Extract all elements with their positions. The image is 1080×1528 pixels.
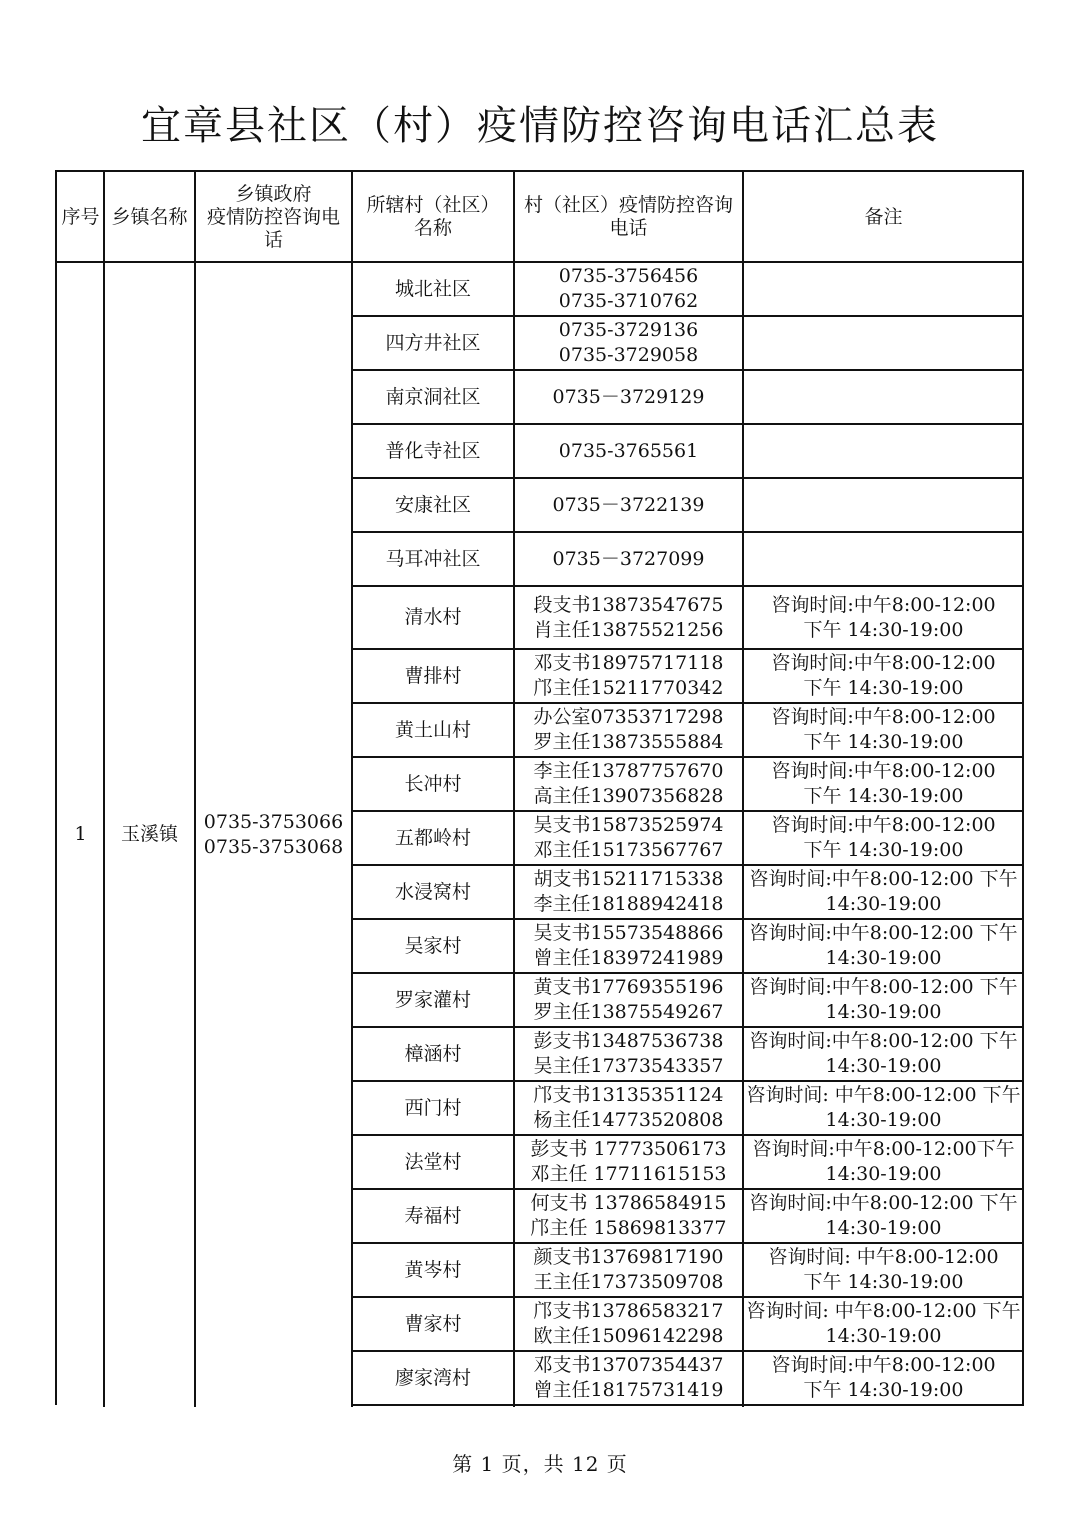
group-town-phone: 0735-3753066 0735-3753068 [203, 810, 344, 858]
village-name: 马耳冲社区 [385, 547, 481, 570]
grid-line [352, 1242, 1024, 1244]
grid-line [352, 648, 1024, 650]
village-name: 黄土山村 [394, 718, 471, 741]
page-title: 宜章县社区（村）疫情防控咨询电话汇总表 [141, 103, 939, 149]
village-name: 南京洞社区 [385, 385, 481, 408]
grid-line [352, 918, 1024, 920]
village-phone: 邝支书13135351124 杨主任14773520808 [533, 1084, 724, 1131]
village-name: 樟涵村 [404, 1042, 462, 1065]
header-village-phone: 村（社区）疫情防控咨询 电话 [523, 194, 733, 239]
village-phone: 颜支书13769817190 王主任17373509708 [533, 1246, 724, 1293]
village-name: 罗家灌村 [394, 988, 471, 1011]
village-phone: 0735－3727099 [552, 547, 705, 570]
grid-line [352, 864, 1024, 866]
village-name: 清水村 [404, 606, 462, 628]
grid-line [352, 1296, 1024, 1298]
village-note: 咨询时间:中午8:00-12:00 下午 14:30-19:00 [771, 814, 996, 861]
village-phone: 0735－3729129 [552, 385, 705, 408]
grid-line [352, 1350, 1024, 1352]
village-name: 水浸窝村 [394, 880, 471, 903]
village-note: 咨询时间:中午8:00-12:00下午 14:30-19:00 [752, 1138, 1015, 1185]
grid-line [352, 531, 1024, 533]
village-phone: 吴支书15573548866 曾主任18397241989 [533, 922, 724, 969]
village-phone: 何支书 13786584915 邝主任 15869813377 [530, 1192, 727, 1239]
village-name: 四方井社区 [385, 331, 481, 354]
village-note [743, 262, 1024, 316]
village-phone: 办公室07353717298 罗主任13873555884 [533, 706, 724, 753]
grid-line [352, 810, 1024, 812]
village-phone: 黄支书17769355196 罗主任13875549267 [533, 976, 724, 1023]
grid-line [742, 172, 744, 1407]
village-phone: 段支书13873547675 肖主任13875521256 [533, 593, 724, 641]
village-phone: 彭支书 17773506173 邓主任 17711615153 [530, 1138, 727, 1185]
village-name: 安康社区 [394, 493, 471, 516]
header-village: 所辖村（社区） 名称 [366, 194, 500, 239]
village-note: 咨询时间:中午8:00-12:00 下午 14:30-19:00 [749, 868, 1018, 915]
village-name: 城北社区 [394, 277, 471, 300]
grid-line [352, 1134, 1024, 1136]
village-note: 咨询时间:中午8:00-12:00 下午 14:30-19:00 [771, 1354, 996, 1401]
village-phone: 胡支书15211715338 李主任18188942418 [533, 868, 724, 915]
village-phone: 0735－3722139 [552, 493, 705, 516]
village-note: 咨询时间: 中午8:00-12:00 下午 14:30-19:00 [746, 1300, 1021, 1347]
village-phone: 邝支书13786583217 欧主任15096142298 [533, 1300, 724, 1347]
village-note [743, 532, 1024, 586]
grid-line [352, 1188, 1024, 1190]
village-note: 咨询时间: 中午8:00-12:00 下午 14:30-19:00 [768, 1246, 999, 1293]
village-phone: 0735-3756456 0735-3710762 [558, 265, 699, 312]
group-seq: 1 [74, 823, 87, 845]
village-phone: 吴支书15873525974 邓主任15173567767 [533, 814, 724, 861]
village-note [743, 424, 1024, 478]
village-note [743, 478, 1024, 532]
header-town: 乡镇名称 [111, 205, 188, 228]
grid-line [352, 1404, 1024, 1406]
grid-line [352, 423, 1024, 425]
village-note: 咨询时间:中午8:00-12:00 下午 14:30-19:00 [771, 706, 996, 753]
village-note [743, 370, 1024, 424]
grid-line [352, 1026, 1024, 1028]
village-name: 西门村 [404, 1096, 462, 1119]
village-name: 寿福村 [404, 1204, 462, 1227]
grid-line [351, 172, 353, 1407]
village-note: 咨询时间:中午8:00-12:00 下午 14:30-19:00 [771, 593, 996, 641]
village-phone: 邓支书13707354437 曾主任18175731419 [533, 1354, 724, 1401]
village-name: 曹家村 [404, 1312, 462, 1335]
village-phone: 彭支书13487536738 吴主任17373543357 [533, 1030, 724, 1077]
grid-line [103, 172, 105, 1407]
village-note: 咨询时间: 中午8:00-12:00 下午 14:30-19:00 [746, 1084, 1021, 1131]
grid-line [352, 315, 1024, 317]
grid-line [352, 1080, 1024, 1082]
grid-line [352, 702, 1024, 704]
village-name: 廖家湾村 [394, 1366, 471, 1389]
village-note: 咨询时间:中午8:00-12:00 下午 14:30-19:00 [749, 1030, 1018, 1077]
village-note: 咨询时间:中午8:00-12:00 下午 14:30-19:00 [749, 976, 1018, 1023]
page-footer: 第 1 页，共 12 页 [452, 1452, 628, 1476]
grid-line [352, 477, 1024, 479]
village-name: 曹排村 [404, 664, 462, 687]
grid-line [194, 172, 196, 1407]
village-name: 长冲村 [404, 772, 462, 795]
header-seq: 序号 [61, 205, 100, 228]
village-note [743, 316, 1024, 370]
grid-line [352, 369, 1024, 371]
village-name: 五都岭村 [394, 826, 471, 849]
village-name: 黄岑村 [404, 1258, 462, 1281]
village-note: 咨询时间:中午8:00-12:00 下午 14:30-19:00 [749, 922, 1018, 969]
grid-line [352, 585, 1024, 587]
grid-line [57, 261, 1024, 263]
grid-line [352, 972, 1024, 974]
grid-line [513, 172, 515, 1407]
village-phone: 0735-3765561 [558, 439, 699, 462]
village-name: 法堂村 [404, 1150, 462, 1173]
contact-table [55, 170, 1024, 1405]
village-name: 普化寺社区 [385, 439, 481, 462]
header-town-phone: 乡镇政府 疫情防控咨询电 话 [206, 182, 340, 251]
village-note: 咨询时间:中午8:00-12:00 下午 14:30-19:00 [771, 760, 996, 807]
village-name: 吴家村 [404, 934, 462, 957]
group-town: 玉溪镇 [120, 823, 178, 845]
village-phone: 0735-3729136 0735-3729058 [558, 319, 699, 366]
village-phone: 李主任13787757670 高主任13907356828 [533, 760, 724, 807]
header-note: 备注 [864, 205, 903, 228]
village-note: 咨询时间:中午8:00-12:00 下午 14:30-19:00 [749, 1192, 1018, 1239]
village-phone: 邓支书18975717118 邝主任15211770342 [533, 652, 724, 699]
grid-line [352, 756, 1024, 758]
village-note: 咨询时间:中午8:00-12:00 下午 14:30-19:00 [771, 652, 996, 699]
